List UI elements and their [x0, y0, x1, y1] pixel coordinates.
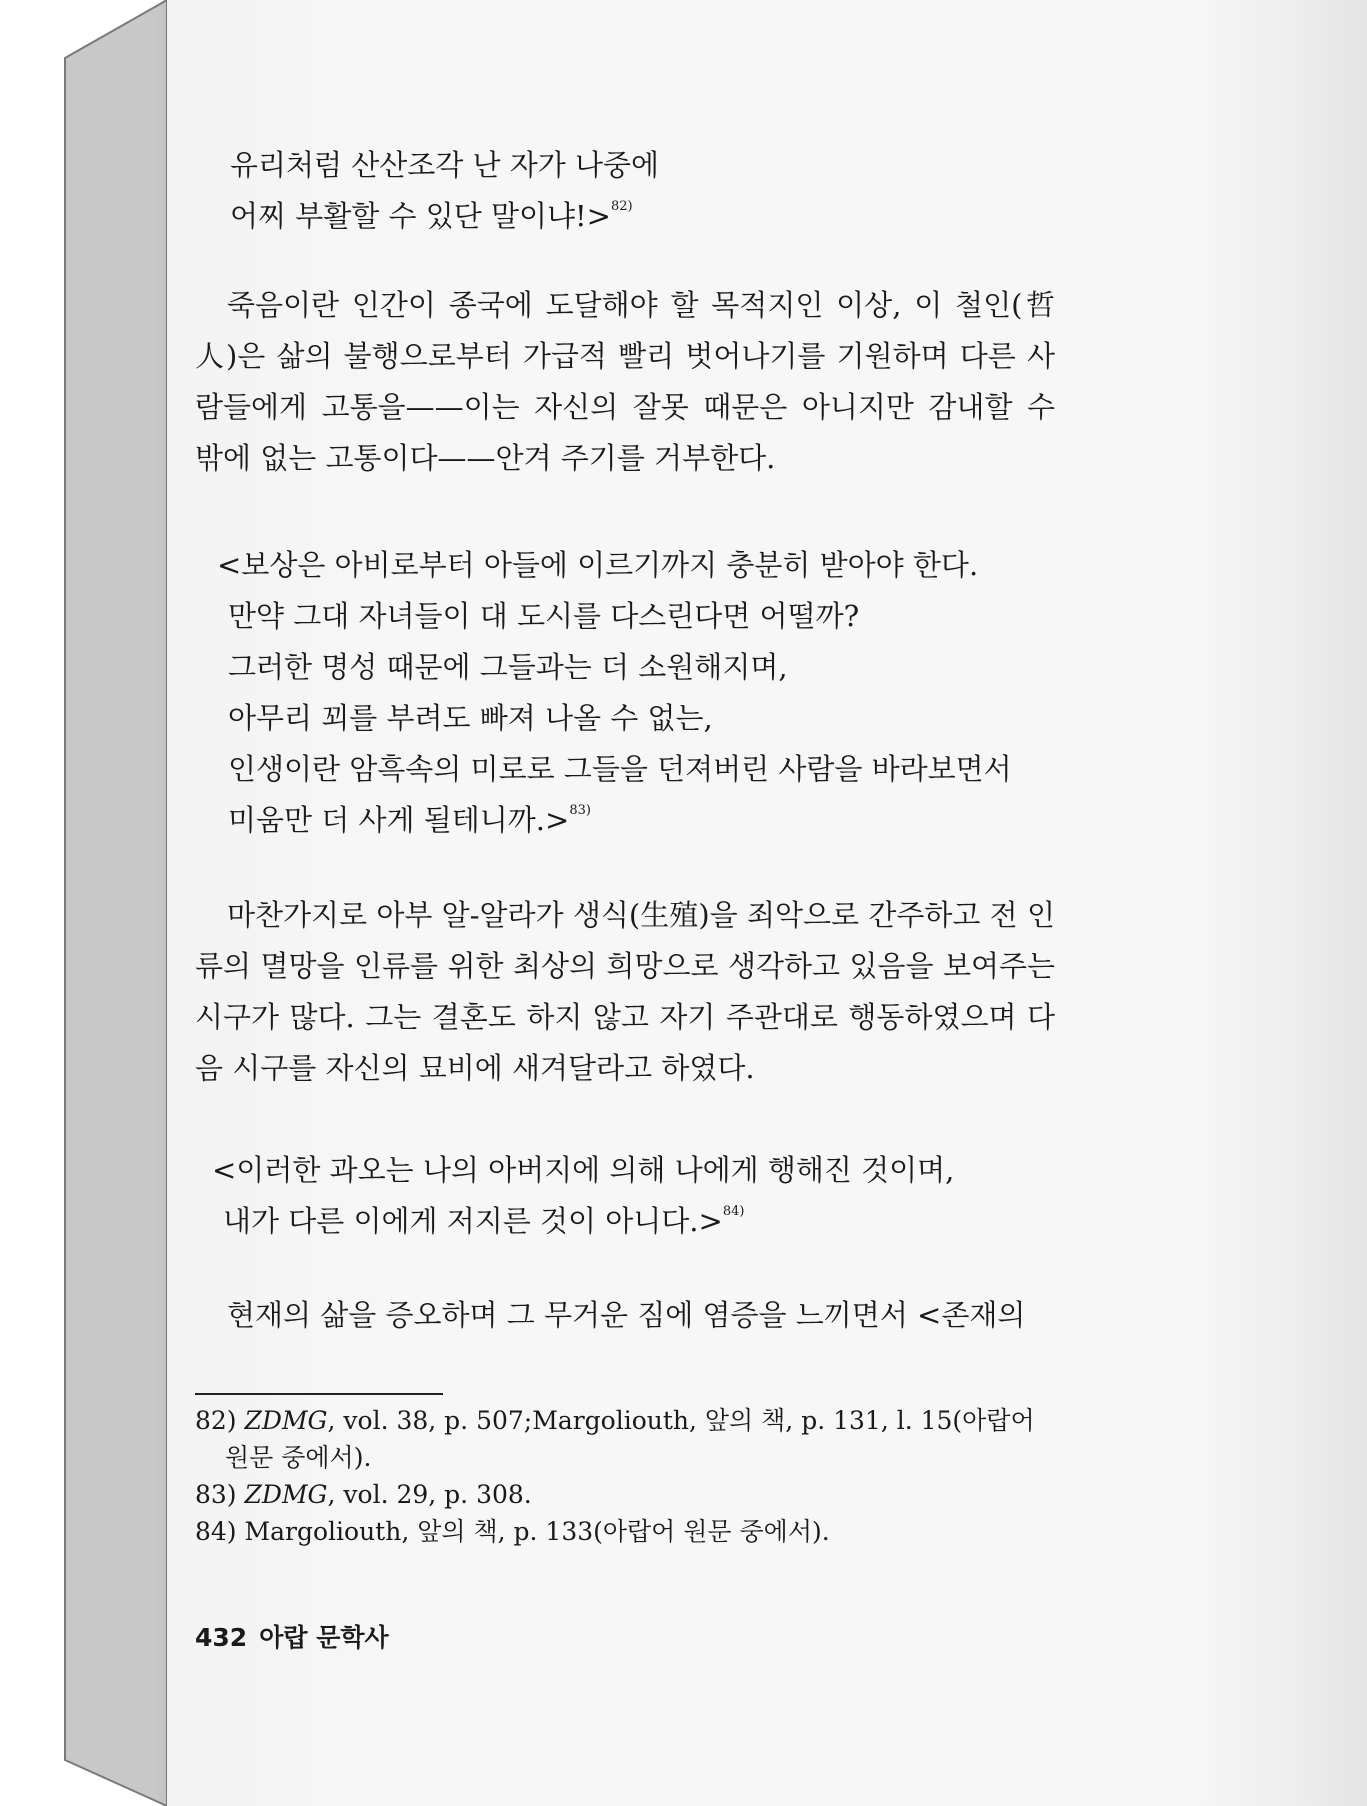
footnote-82: 82) ZDMG, vol. 38, p. 507;Margoliouth, 앞의 책, p. 131, l. 15(아랍어: [195, 1406, 1035, 1435]
footnote-83: 83) ZDMG, vol. 29, p. 308.: [195, 1480, 532, 1509]
page-footer: [195, 1618, 401, 1654]
page-number: 432: [195, 1623, 248, 1652]
body-paragraph: 현재의 삶을 증오하며 그 무거운 짐에 염증을 느끼면서 <존재의: [227, 1298, 1026, 1332]
quote-line: <이러한 과오는 나의 아버지에 의해 나에게 행해진 것이며,: [212, 1153, 955, 1187]
footnote-ref: 83): [569, 803, 591, 818]
body-paragraph: 마찬가지로 아부 알-알라가 생식(生殖)을 죄악으로 간주하고 전 인류의 멸망을 인류를 위한 최상의 희망으로 생각하고 있음을 보여주는 시구가 많다. 그는 결혼도 하지 않고 자기 주관대로 행동하였으며 다음 시구를 자신의 묘비에 새겨달라고 하였다.: [195, 898, 1055, 1085]
poem-line: 어찌 부활할 수 있단 말이냐!>$^{82)}$: [230, 199, 633, 233]
footnote-84: 84) Margoliouth, 앞의 책, p. 133(아랍어 원문 중에서).: [195, 1517, 830, 1546]
footnote-ref: 82): [610, 199, 633, 214]
quote-line: 미움만 더 사게 될테니까.>$^{83)}$: [228, 803, 591, 837]
quote-line: 내가 다른 이에게 저지른 것이 아니다.>$^{84)}$: [223, 1204, 745, 1238]
quote-line: 그러한 명성 때문에 그들과는 더 소원해지며,: [228, 650, 788, 684]
footnote-82-continued: 원문 중에서).: [225, 1443, 372, 1472]
poem-line: 유리처럼 산산조각 난 자가 나중에: [230, 148, 660, 182]
poem-block: [230, 140, 1090, 242]
quote-block: [212, 1145, 1072, 1247]
footnotes: [195, 1402, 1055, 1550]
running-title: 아랍 문학사: [259, 1623, 389, 1652]
quote-line: 인생이란 암흑속의 미로로 그들을 던져버린 사람을 바라보면서: [228, 752, 1012, 786]
quote-line: 아무리 꾀를 부려도 빠져 나올 수 없는,: [228, 701, 713, 735]
footnote-ref: 84): [722, 1204, 745, 1219]
quote-line: 만약 그대 자녀들이 대 도시를 다스린다면 어떨까?: [228, 599, 860, 633]
quote-block: [217, 540, 1077, 846]
footnote-divider: [195, 1393, 443, 1395]
quote-line: <보상은 아비로부터 아들에 이르기까지 충분히 받아야 한다.: [217, 548, 979, 582]
body-paragraph: 죽음이란 인간이 종국에 도달해야 할 목적지인 이상, 이 철인(哲人)은 삶의 불행으로부터 가급적 빨리 벗어나기를 기원하며 다른 사람들에게 고통을——이는 자신의 잘못 때문은 아니지만 감내할 수 밖에 없는 고통이다——안겨 주기를 거부한다.: [195, 288, 1055, 475]
